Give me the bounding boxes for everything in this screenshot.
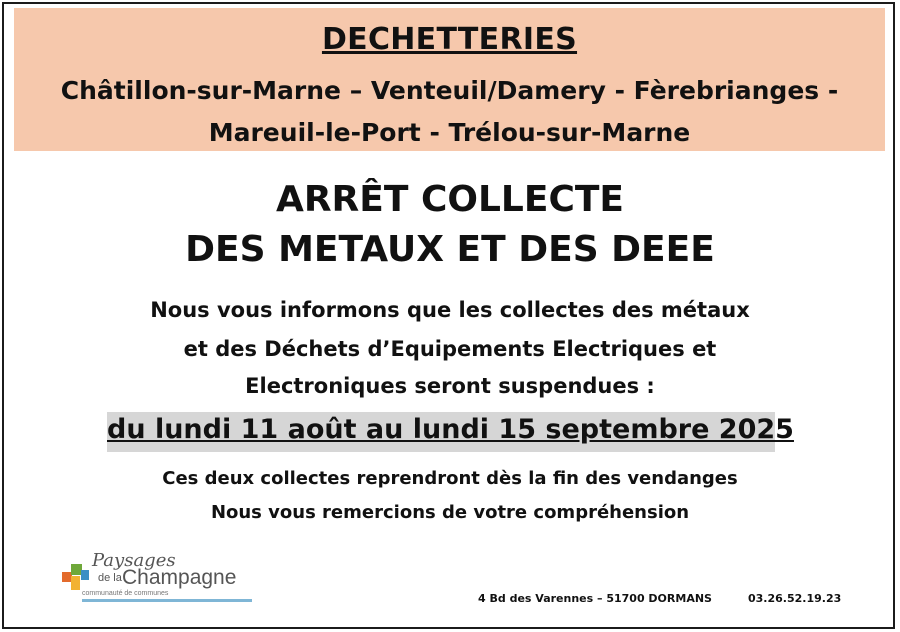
logo-word-paysages: Paysages	[92, 550, 176, 571]
locations-line-1: Châtillon-sur-Marne – Venteuil/Damery - Fèrebrianges -	[60, 76, 839, 105]
footer-phone: 03.26.52.19.23	[748, 592, 842, 605]
poster-title: DECHETTERIES	[321, 22, 578, 57]
info-line-3: Electroniques seront suspendues :	[245, 374, 655, 398]
note-line-1: Ces deux collectes reprendront dès la fin des vendanges	[162, 468, 738, 489]
info-line-1: Nous vous informons que les collectes des métaux	[150, 298, 750, 322]
logo-word-champagne: Champagne	[122, 566, 237, 589]
info-line-2: et des Déchets d’Equipements Electriques et	[183, 337, 717, 361]
headline-line-1: ARRÊT COLLECTE	[275, 179, 625, 220]
locations-line-2: Mareuil-le-Port - Trélou-sur-Marne	[208, 118, 691, 147]
headline-line-2: DES METAUX ET DES DEEE	[185, 229, 715, 270]
note-line-2: Nous vous remercions de votre compréhension	[210, 502, 690, 523]
header-band	[14, 8, 885, 151]
logo-underline-bar	[82, 599, 252, 602]
suspension-date-range: du lundi 11 août au lundi 15 septembre 2025	[107, 414, 794, 445]
logo-tagline: communauté de communes	[82, 590, 169, 597]
footer-address: 4 Bd des Varennes – 51700 DORMANS	[478, 592, 712, 605]
paysages-champagne-logo	[62, 550, 262, 602]
logo-word-de-la: de la	[98, 572, 122, 584]
